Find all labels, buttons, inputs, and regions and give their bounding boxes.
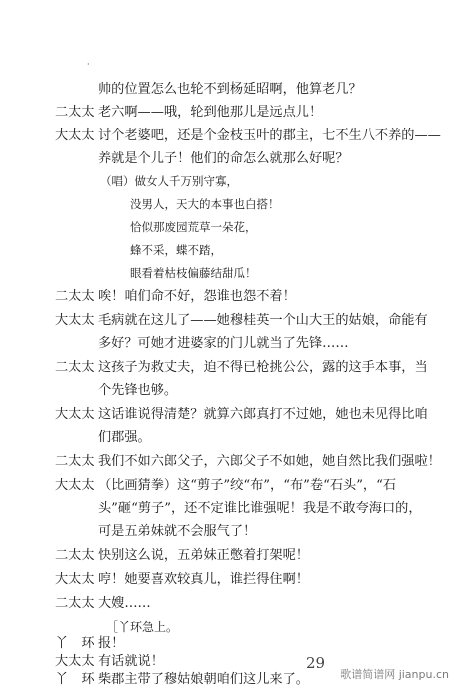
line-text: 们郡强。 <box>98 430 151 445</box>
line-text: 讨个老婆吧，还是个金枝玉叶的郡主，七不生八不养的—— <box>98 128 441 143</box>
line-text: 老六啊——哦，轮到他那儿是远点儿！ <box>98 105 323 120</box>
line-text: 快别这么说，五弟妹正憋着打架呢！ <box>98 548 309 563</box>
page-number: 29 <box>306 654 326 672</box>
stage-direction: ［丫环急上。 <box>106 620 179 634</box>
verse-line: 蜂不采，蝶不踏， <box>130 243 222 257</box>
line-text: 我们不如六郎父子，六郎父子不如她，她自然比我们强啦！ <box>98 454 441 469</box>
verse-line: 没男人，天大的本事也白搭！ <box>130 197 280 211</box>
speaker-label: 大太太 <box>55 478 95 493</box>
line-text: 头”砸“剪子”，还不定谁比谁强呢！我是不敢夸海口的， <box>98 501 422 516</box>
speaker-label: 大太太 <box>55 313 95 328</box>
verse-line: 恰似那废园荒草一朵花， <box>130 220 257 234</box>
speaker-label: 丫 环 <box>55 636 95 651</box>
speaker-label: 二太太 <box>55 105 95 120</box>
verse-line: （唱）做女人千万别守寡， <box>100 174 238 188</box>
speaker-label: 大太太 <box>55 407 95 422</box>
speaker-label: 大太太 <box>55 572 95 587</box>
speaker-label: 大太太 <box>55 654 95 669</box>
speaker-label: 二太太 <box>55 454 95 469</box>
line-text: 报！ <box>98 636 125 651</box>
line-text: 多好？可她才进婆家的门儿就当了先锋…… <box>98 336 349 351</box>
line-text: （比画猜拳）这“剪子”绞“布”，“布”卷“石头”，“石 <box>98 478 397 493</box>
line-text: 哼！她要喜欢较真儿，谁拦得住啊！ <box>98 572 309 587</box>
line-text: 养就是个儿子！他们的命怎么就那么好呢？ <box>98 151 349 166</box>
line-text: 帅的位置怎么也轮不到杨延昭啊，他算老几？ <box>98 82 362 97</box>
verse-line: 眼看着枯枝偏藤结甜瓜！ <box>130 266 257 280</box>
speaker-label: 二太太 <box>55 360 95 375</box>
line-text: 可是五弟妹就不会服气了！ <box>98 524 257 539</box>
line-text: 大嫂…… <box>98 596 151 611</box>
line-text: 个先锋也够。 <box>98 383 178 398</box>
line-text: 毛病就在这儿了——她穆桂英一个山大王的姑娘，命能有 <box>98 313 428 328</box>
speaker-label: 丫 环 <box>55 672 95 687</box>
speaker-label: 二太太 <box>55 596 95 611</box>
line-text: 唉！咱们命不好，怨谁也怨不着！ <box>98 289 296 304</box>
speaker-label: 大太太 <box>55 128 95 143</box>
line-text: 这话谁说得清楚？就算六郎真打不过她，她也未见得比咱 <box>98 407 428 422</box>
line-text: 这孩子为救丈夫，迫不得已枪挑公公，露的这手本事，当 <box>98 360 428 375</box>
speaker-label: 二太太 <box>55 548 95 563</box>
speaker-label: 二太太 <box>55 289 95 304</box>
line-text: 有话就说！ <box>98 654 164 669</box>
site-watermark: 歌谱简谱网 jianpu.cn <box>340 668 449 681</box>
line-text: 柴郡主带了穆姑娘朝咱们这儿来了。 <box>98 672 309 687</box>
top-dot: · <box>87 60 90 69</box>
